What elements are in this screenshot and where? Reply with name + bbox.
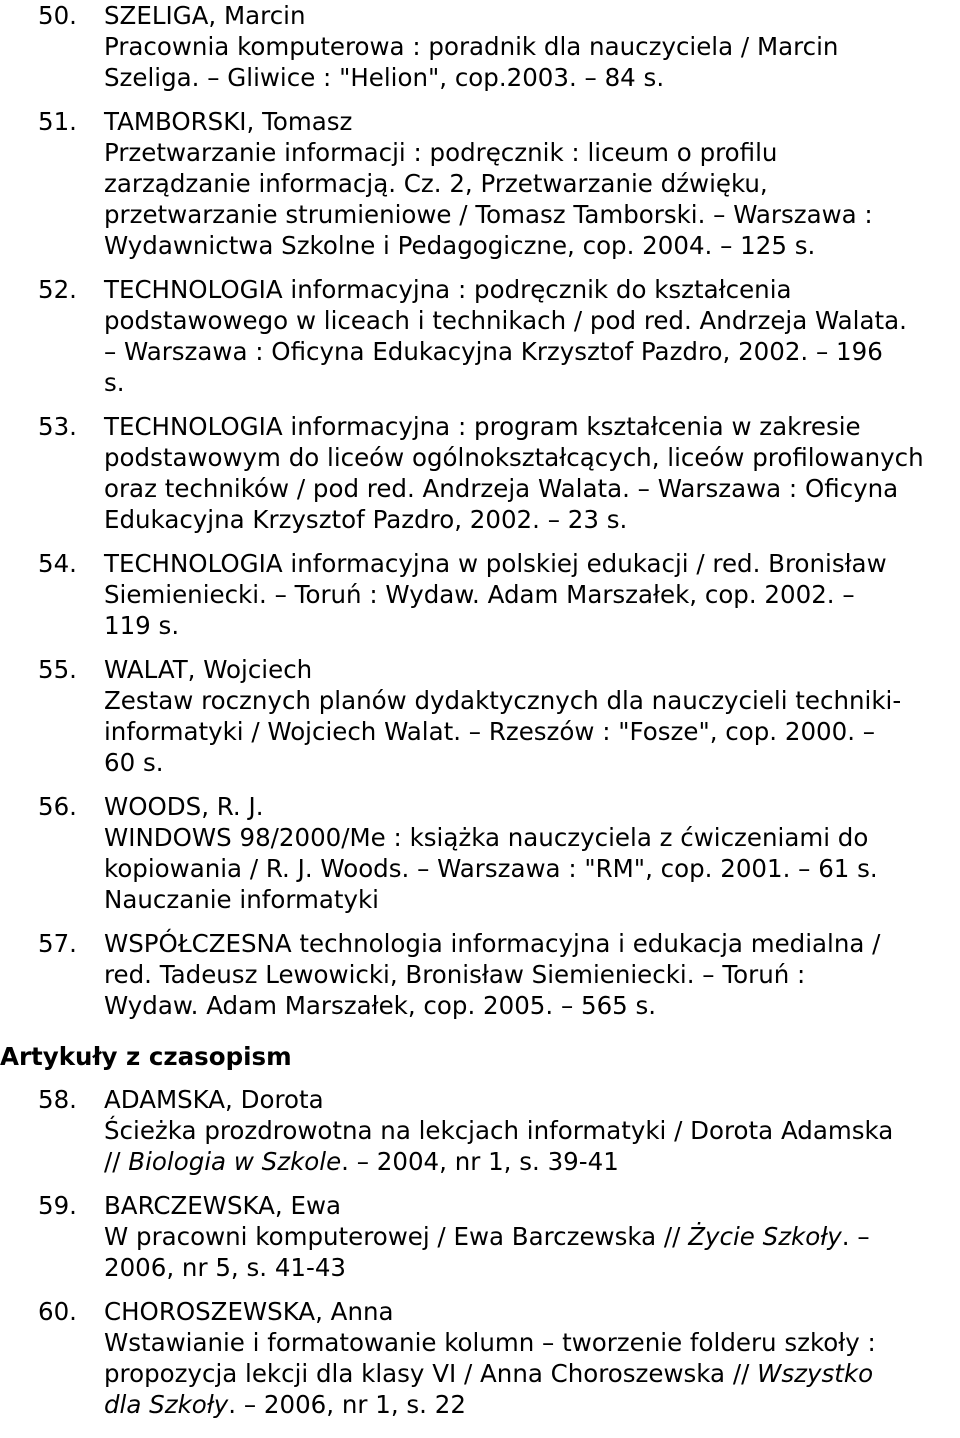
entry-line: kopiowania / R. J. Woods. – Warszawa : "RM", cop. 2001. – 61 s. (104, 854, 878, 883)
entry-line: Ścieżka prozdrowotna na lekcjach informatyki / Dorota Adamska (104, 1116, 894, 1145)
entry-line: WINDOWS 98/2000/Me : książka nauczyciela z ćwiczeniami do (104, 823, 869, 852)
entry-line: BARCZEWSKA, Ewa (104, 1191, 342, 1220)
entry-line: CHOROSZEWSKA, Anna (104, 1297, 394, 1326)
entry-line: Siemieniecki. – Toruń : Wydaw. Adam Marszałek, cop. 2002. – (104, 580, 855, 609)
list-item (0, 654, 960, 778)
entry-number: 51. (38, 107, 77, 136)
entry-line: Wydawnictwa Szkolne i Pedagogiczne, cop. 2004. – 125 s. (104, 231, 816, 260)
entry-line: zarządzanie informacją. Cz. 2, Przetwarzanie dźwięku, (104, 169, 768, 198)
list-item (0, 1084, 960, 1177)
entry-line: WOODS, R. J. (104, 792, 264, 821)
entry-line: Wydaw. Adam Marszałek, cop. 2005. – 565 s. (104, 991, 657, 1020)
entry-line: 2006, nr 5, s. 41-43 (104, 1253, 347, 1282)
entry-line: W pracowni komputerowej / Ewa Barczewska // Życie Szkoły. – (104, 1222, 870, 1251)
list-item (0, 1190, 960, 1283)
list-item (0, 928, 960, 1021)
entry-line: dla Szkoły. – 2006, nr 1, s. 22 (104, 1390, 466, 1419)
entry-line: WALAT, Wojciech (104, 655, 313, 684)
article-list (0, 1084, 960, 1420)
entry-number: 55. (38, 655, 77, 684)
entry-line: TECHNOLOGIA informacyjna : podręcznik do kształcenia (104, 275, 792, 304)
list-item (0, 791, 960, 915)
entry-line: przetwarzanie strumieniowe / Tomasz Tamborski. – Warszawa : (104, 200, 873, 229)
list-item (0, 548, 960, 641)
entry-line: informatyki / Wojciech Walat. – Rzeszów : "Fosze", cop. 2000. – (104, 717, 876, 746)
entry-line: – Warszawa : Oficyna Edukacyjna Krzysztof Pazdro, 2002. – 196 (104, 337, 883, 366)
entry-line: Przetwarzanie informacji : podręcznik : liceum o profilu (104, 138, 778, 167)
list-item (0, 106, 960, 261)
journal-title: dla Szkoły (104, 1390, 229, 1419)
journal-title: Życie Szkoły (688, 1222, 842, 1251)
entry-line: TAMBORSKI, Tomasz (104, 107, 353, 136)
entry-line: podstawowym do liceów ogólnokształcących, liceów profilowanych (104, 443, 924, 472)
entry-number: 50. (38, 1, 77, 30)
list-item (0, 411, 960, 535)
entry-line: SZELIGA, Marcin (104, 1, 306, 30)
entry-line: Zestaw rocznych planów dydaktycznych dla nauczycieli techniki- (104, 686, 902, 715)
entry-line: 60 s. (104, 748, 164, 777)
entry-line: oraz techników / pod red. Andrzeja Walata. – Warszawa : Oficyna (104, 474, 899, 503)
entry-line: podstawowego w liceach i technikach / pod red. Andrzeja Walata. (104, 306, 907, 335)
entry-line: Wstawianie i formatowanie kolumn – tworzenie folderu szkoły : (104, 1328, 876, 1357)
entry-line: TECHNOLOGIA informacyjna : program kształcenia w zakresie (104, 412, 861, 441)
list-item (0, 1296, 960, 1420)
entry-number: 52. (38, 275, 77, 304)
list-item (0, 0, 960, 93)
journal-title: Wszystko (757, 1359, 874, 1388)
entry-number: 60. (38, 1297, 77, 1326)
list-item (0, 274, 960, 398)
entry-line: WSPÓŁCZESNA technologia informacyjna i edukacja medialna / (104, 929, 881, 958)
entry-line: s. (104, 368, 125, 397)
entry-line: // Biologia w Szkole. – 2004, nr 1, s. 39-41 (104, 1147, 619, 1176)
journal-title: Biologia w Szkole (128, 1147, 342, 1176)
entry-number: 59. (38, 1191, 77, 1220)
entry-line: ADAMSKA, Dorota (104, 1085, 324, 1114)
entry-number: 57. (38, 929, 77, 958)
entry-line: Pracownia komputerowa : poradnik dla nauczyciela / Marcin (104, 32, 839, 61)
entry-line: propozycja lekcji dla klasy VI / Anna Choroszewska // Wszystko (104, 1359, 874, 1388)
entry-line: 119 s. (104, 611, 180, 640)
section-heading: Artykuły z czasopism (0, 1042, 292, 1071)
entry-line: TECHNOLOGIA informacyjna w polskiej edukacji / red. Bronisław (104, 549, 887, 578)
entry-line: Edukacyjna Krzysztof Pazdro, 2002. – 23 s. (104, 505, 628, 534)
entry-number: 53. (38, 412, 77, 441)
entry-number: 58. (38, 1085, 77, 1114)
entry-line: red. Tadeusz Lewowicki, Bronisław Siemieniecki. – Toruń : (104, 960, 806, 989)
entry-line: Nauczanie informatyki (104, 885, 379, 914)
entry-line: Szeliga. – Gliwice : "Helion", cop.2003. – 84 s. (104, 63, 665, 92)
entry-number: 56. (38, 792, 77, 821)
entry-number: 54. (38, 549, 77, 578)
